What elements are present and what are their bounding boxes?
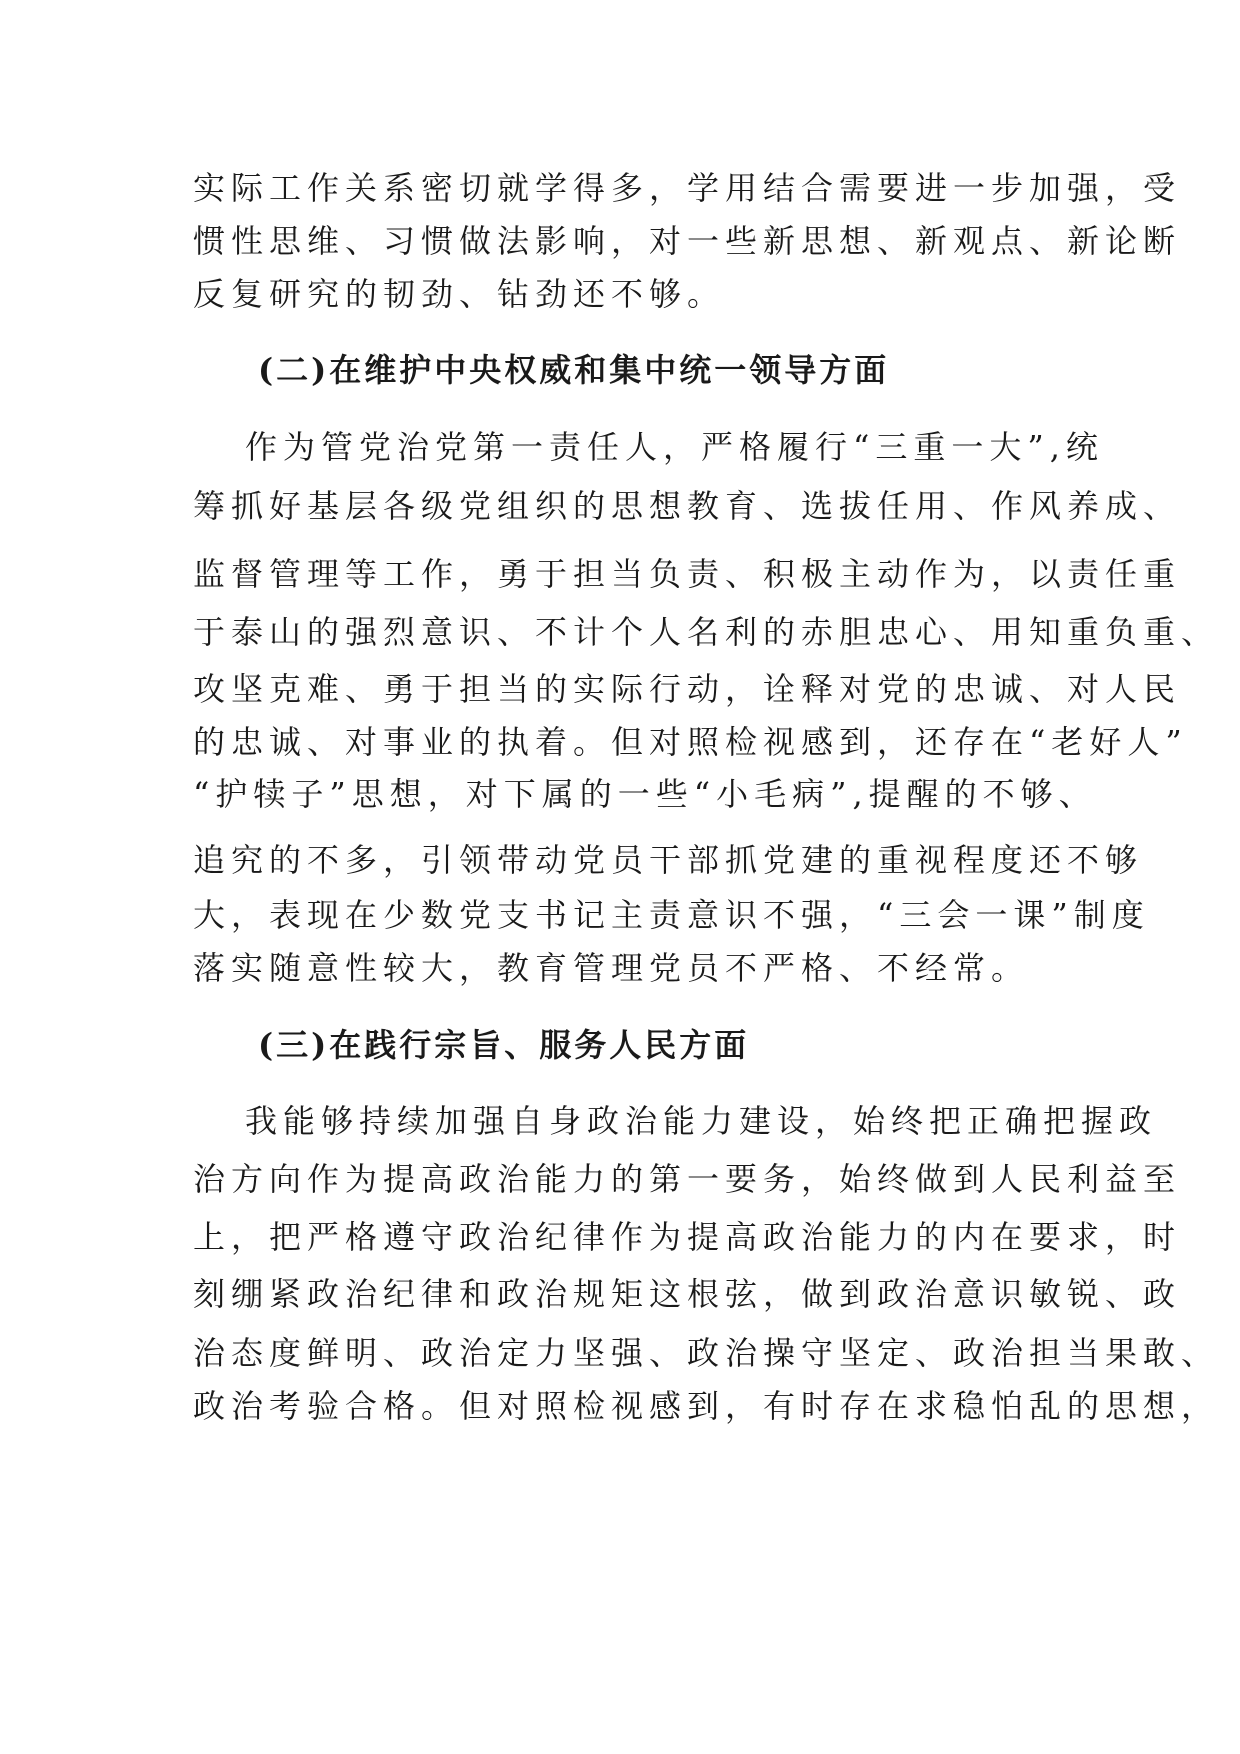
paragraph-line: “护犊子”思想，对下属的一些“小毛病”,提醒的不够、 <box>193 775 1097 813</box>
paragraph-line: 的忠诚、对事业的执着。但对照检视感到，还存在“老好人” <box>193 723 1188 761</box>
paragraph-line: 大，表现在少数党支书记主责意识不强，“三会一课”制度 <box>193 896 1150 934</box>
paragraph-line: 监督管理等工作，勇于担当负责、积极主动作为，以责任重 <box>193 555 1182 593</box>
paragraph-line: 政治考验合格。但对照检视感到，有时存在求稳怕乱的思想， <box>193 1387 1220 1425</box>
paragraph-line: 追究的不多，引领带动党员干部抓党建的重视程度还不够 <box>193 841 1144 879</box>
paragraph-line: 惯性思维、习惯做法影响，对一些新思想、新观点、新论断 <box>193 222 1182 260</box>
paragraph-line: 于泰山的强烈意识、不计个人名利的赤胆忠心、用知重负重、 <box>193 613 1220 651</box>
paragraph-line: 我能够持续加强自身政治能力建设，始终把正确把握政 <box>245 1102 1158 1140</box>
paragraph-line: 实际工作关系密切就学得多，学用结合需要进一步加强，受 <box>193 169 1182 207</box>
section-heading-3: (三)在践行宗旨、服务人民方面 <box>258 1026 750 1064</box>
paragraph-line: 筹抓好基层各级党组织的思想教育、选拔任用、作风养成、 <box>193 487 1182 525</box>
paragraph-line: 治方向作为提高政治能力的第一要务，始终做到人民利益至 <box>193 1160 1182 1198</box>
section-heading-2: (二)在维护中央权威和集中统一领导方面 <box>258 351 890 389</box>
paragraph-line: 治态度鲜明、政治定力坚强、政治操守坚定、政治担当果敢、 <box>193 1334 1220 1372</box>
paragraph-line: 攻坚克难、勇于担当的实际行动，诠释对党的忠诚、对人民 <box>193 670 1182 708</box>
paragraph-line: 落实随意性较大，教育管理党员不严格、不经常。 <box>193 949 1030 987</box>
paragraph-line: 上，把严格遵守政治纪律作为提高政治能力的内在要求，时 <box>193 1218 1182 1256</box>
paragraph-line: 反复研究的韧劲、钻劲还不够。 <box>193 275 726 313</box>
paragraph-line: 刻绷紧政治纪律和政治规矩这根弦，做到政治意识敏锐、政 <box>193 1275 1182 1313</box>
paragraph-line: 作为管党治党第一责任人，严格履行“三重一大”,统 <box>245 428 1104 466</box>
